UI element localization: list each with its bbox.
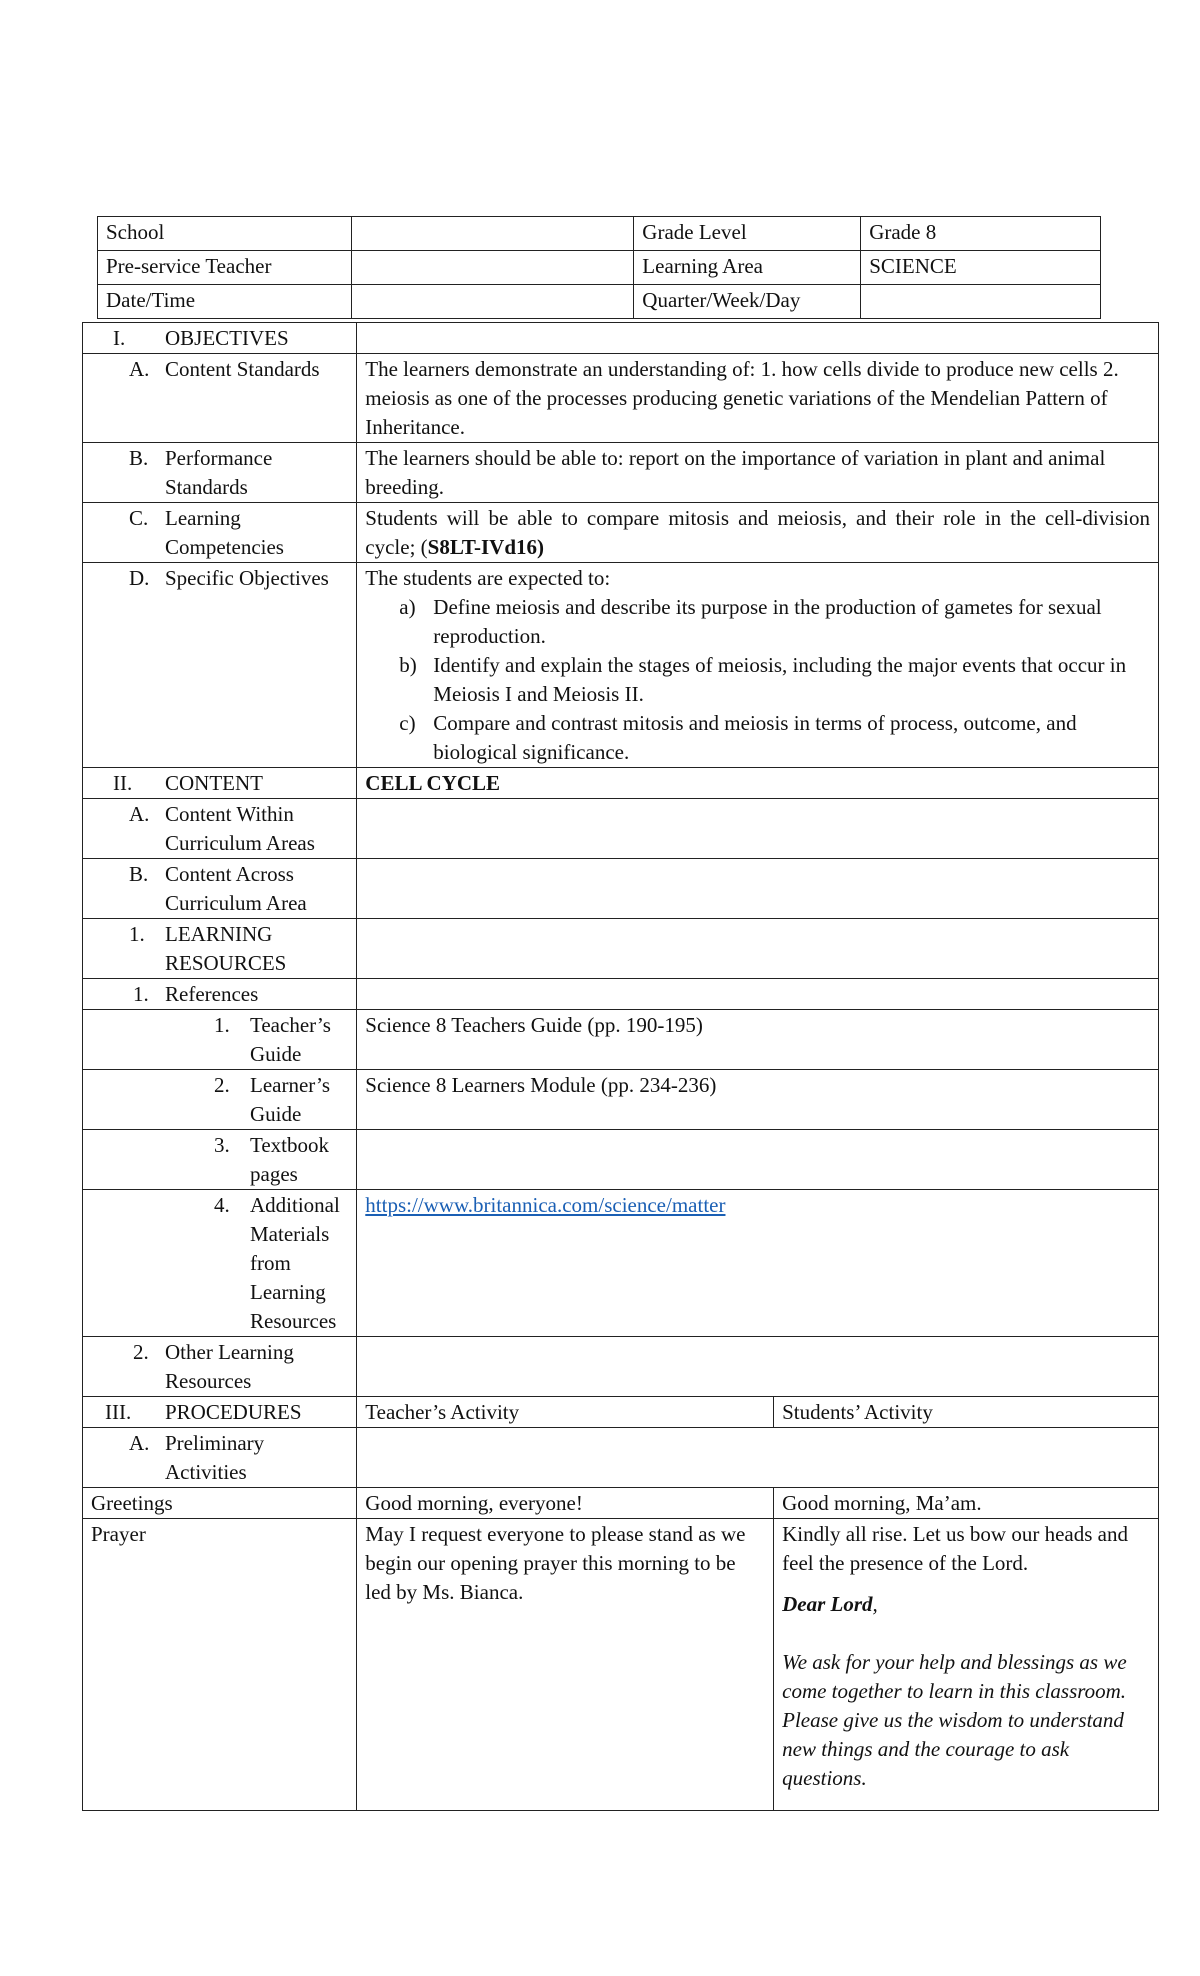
list-item-text: Define meiosis and describe its purpose in the production of gametes for sexual reproduction. [433, 595, 1102, 648]
preliminary-text: Preliminary Activities [165, 1431, 265, 1484]
pre-service-teacher-label: Pre-service Teacher [98, 251, 352, 285]
learning-competencies-value [357, 503, 1159, 563]
preliminary-mark: A. [129, 1431, 150, 1455]
content-standards-text: Content Standards [165, 357, 320, 381]
list-item-mark: b) [399, 653, 417, 677]
teachers-guide-value: Science 8 Teachers Guide (pp. 190-195) [357, 1010, 1159, 1070]
learning-resources-value [357, 919, 1159, 979]
learning-resources-row [83, 919, 1159, 979]
other-resources-text: Other Learning Resources [165, 1340, 294, 1393]
procedures-heading [83, 1397, 357, 1428]
header-row-teacher [98, 251, 1101, 285]
learners-guide-value: Science 8 Learners Module (pp. 234-236) [357, 1070, 1159, 1130]
learning-competencies-statement: Students will be able to compare mitosis and meiosis, and their role in the cell-division cycle; ( [365, 506, 1150, 559]
school-value[interactable] [351, 217, 634, 251]
preliminary-row [83, 1428, 1159, 1488]
content-value: CELL CYCLE [357, 768, 1159, 799]
specific-objectives-intro: The students are expected to: [365, 566, 611, 590]
content-across-text: Content Across Curriculum Area [165, 862, 307, 915]
quarter-week-day-value[interactable] [861, 285, 1101, 319]
prayer-row [83, 1519, 1159, 1811]
learning-competencies-row [83, 503, 1159, 563]
learning-competencies-text: Learning Competencies [165, 506, 284, 559]
header-row-date [98, 285, 1101, 319]
content-standards-label [83, 354, 357, 443]
additional-materials-text: Additional Materials from Learning Resources [250, 1193, 340, 1333]
teachers-guide-text: Teacher’s Guide [250, 1013, 331, 1066]
additional-materials-row [83, 1190, 1159, 1337]
learning-competencies-label [83, 503, 357, 563]
grade-level-value: Grade 8 [861, 217, 1101, 251]
learners-guide-label [83, 1070, 357, 1130]
references-row [83, 979, 1159, 1010]
prayer-teacher: May I request everyone to please stand as we begin our opening prayer this morning to be led by Ms. Bianca. [357, 1519, 774, 1811]
list-item [365, 593, 1150, 651]
procedures-numeral: III. [105, 1400, 132, 1424]
content-standards-row [83, 354, 1159, 443]
objectives-title: OBJECTIVES [165, 326, 289, 350]
prayer-text: We ask for your help and blessings as we come together to learn in this classroom. Please give us the wisdom to understand new things and the courage to ask questions. [782, 1650, 1127, 1790]
learners-guide-mark: 2. [214, 1073, 230, 1097]
performance-standards-mark: B. [129, 446, 149, 470]
content-title: CONTENT [165, 771, 263, 795]
students-activity-header: Students’ Activity [774, 1397, 1159, 1428]
other-resources-mark: 2. [133, 1340, 149, 1364]
greetings-student: Good morning, Ma’am. [774, 1488, 1159, 1519]
specific-objectives-mark: D. [129, 566, 150, 590]
header-table [97, 216, 1101, 319]
additional-materials-label [83, 1190, 357, 1337]
textbook-pages-mark: 3. [214, 1133, 230, 1157]
quarter-week-day-label: Quarter/Week/Day [634, 285, 861, 319]
content-within-text: Content Within Curriculum Areas [165, 802, 315, 855]
references-value [357, 979, 1159, 1010]
references-text: References [165, 982, 259, 1006]
content-across-label [83, 859, 357, 919]
textbook-pages-row [83, 1130, 1159, 1190]
content-standards-mark: A. [129, 357, 150, 381]
content-within-row [83, 799, 1159, 859]
additional-materials-value [357, 1190, 1159, 1337]
content-heading [83, 768, 357, 799]
performance-standards-label [83, 443, 357, 503]
textbook-pages-value [357, 1130, 1159, 1190]
learning-resources-text: LEARNING RESOURCES [165, 922, 287, 975]
objectives-value [357, 323, 1159, 354]
greetings-row [83, 1488, 1159, 1519]
prayer-salutation [782, 1590, 1150, 1619]
other-resources-label [83, 1337, 357, 1397]
date-time-value[interactable] [351, 285, 634, 319]
lesson-plan-table [82, 322, 1159, 1811]
prayer-salutation-name: Dear Lord [782, 1592, 873, 1616]
objectives-heading [83, 323, 357, 354]
performance-standards-row [83, 443, 1159, 503]
specific-objectives-list [365, 593, 1150, 767]
learning-resources-label [83, 919, 357, 979]
learning-area-label: Learning Area [634, 251, 861, 285]
grade-level-label: Grade Level [634, 217, 861, 251]
additional-materials-mark: 4. [214, 1193, 230, 1217]
performance-standards-text: Performance Standards [165, 446, 273, 499]
specific-objectives-label [83, 563, 357, 768]
prayer-label: Prayer [83, 1519, 357, 1811]
list-item-text: Compare and contrast mitosis and meiosis in terms of process, outcome, and biological significance. [433, 711, 1077, 764]
content-numeral: II. [113, 771, 133, 795]
other-resources-row [83, 1337, 1159, 1397]
list-item-mark: a) [399, 595, 416, 619]
greetings-label: Greetings [83, 1488, 357, 1519]
other-resources-value [357, 1337, 1159, 1397]
school-label: School [98, 217, 352, 251]
content-across-mark: B. [129, 862, 149, 886]
britannica-link[interactable]: https://www.britannica.com/science/matter [365, 1193, 726, 1217]
objectives-numeral: I. [113, 326, 126, 350]
content-within-label [83, 799, 357, 859]
prayer-student-intro: Kindly all rise. Let us bow our heads and feel the presence of the Lord. [782, 1522, 1128, 1575]
greetings-teacher: Good morning, everyone! [357, 1488, 774, 1519]
specific-objectives-text: Specific Objectives [165, 566, 329, 590]
list-item [365, 709, 1150, 767]
prayer-salutation-comma: , [872, 1592, 878, 1616]
learning-competencies-mark: C. [129, 506, 149, 530]
list-item-mark: c) [399, 711, 416, 735]
list-item-text: Identify and explain the stages of meiosis, including the major events that occur in Meiosis I and Meiosis II. [433, 653, 1127, 706]
list-item [365, 651, 1150, 709]
teachers-guide-label [83, 1010, 357, 1070]
learners-guide-row [83, 1070, 1159, 1130]
content-within-mark: A. [129, 802, 150, 826]
header-row-school [98, 217, 1101, 251]
preliminary-label [83, 1428, 357, 1488]
content-row [83, 768, 1159, 799]
learning-area-value: SCIENCE [861, 251, 1101, 285]
learning-resources-mark: 1. [129, 922, 145, 946]
references-mark: 1. [133, 982, 149, 1006]
learners-guide-text: Learner’s Guide [250, 1073, 331, 1126]
content-across-value [357, 859, 1159, 919]
procedures-row [83, 1397, 1159, 1428]
learning-competency-code: S8LT-IVd16) [427, 535, 544, 559]
date-time-label: Date/Time [98, 285, 352, 319]
teachers-guide-row [83, 1010, 1159, 1070]
specific-objectives-row [83, 563, 1159, 768]
textbook-pages-text: Textbook pages [250, 1133, 330, 1186]
references-label [83, 979, 357, 1010]
objectives-row [83, 323, 1159, 354]
pre-service-teacher-value[interactable] [351, 251, 634, 285]
teachers-guide-mark: 1. [214, 1013, 230, 1037]
preliminary-value [357, 1428, 1159, 1488]
procedures-title: PROCEDURES [165, 1400, 302, 1424]
specific-objectives-value [357, 563, 1159, 768]
teacher-activity-header: Teacher’s Activity [357, 1397, 774, 1428]
textbook-pages-label [83, 1130, 357, 1190]
performance-standards-value: The learners should be able to: report on the importance of variation in plant and animal breeding. [357, 443, 1159, 503]
content-within-value [357, 799, 1159, 859]
content-across-row [83, 859, 1159, 919]
prayer-student [774, 1519, 1159, 1811]
content-standards-value: The learners demonstrate an understanding of: 1. how cells divide to produce new cells 2. meiosis as one of the processes producing genetic variations of the Mendelian Pattern of Inheritance. [357, 354, 1159, 443]
